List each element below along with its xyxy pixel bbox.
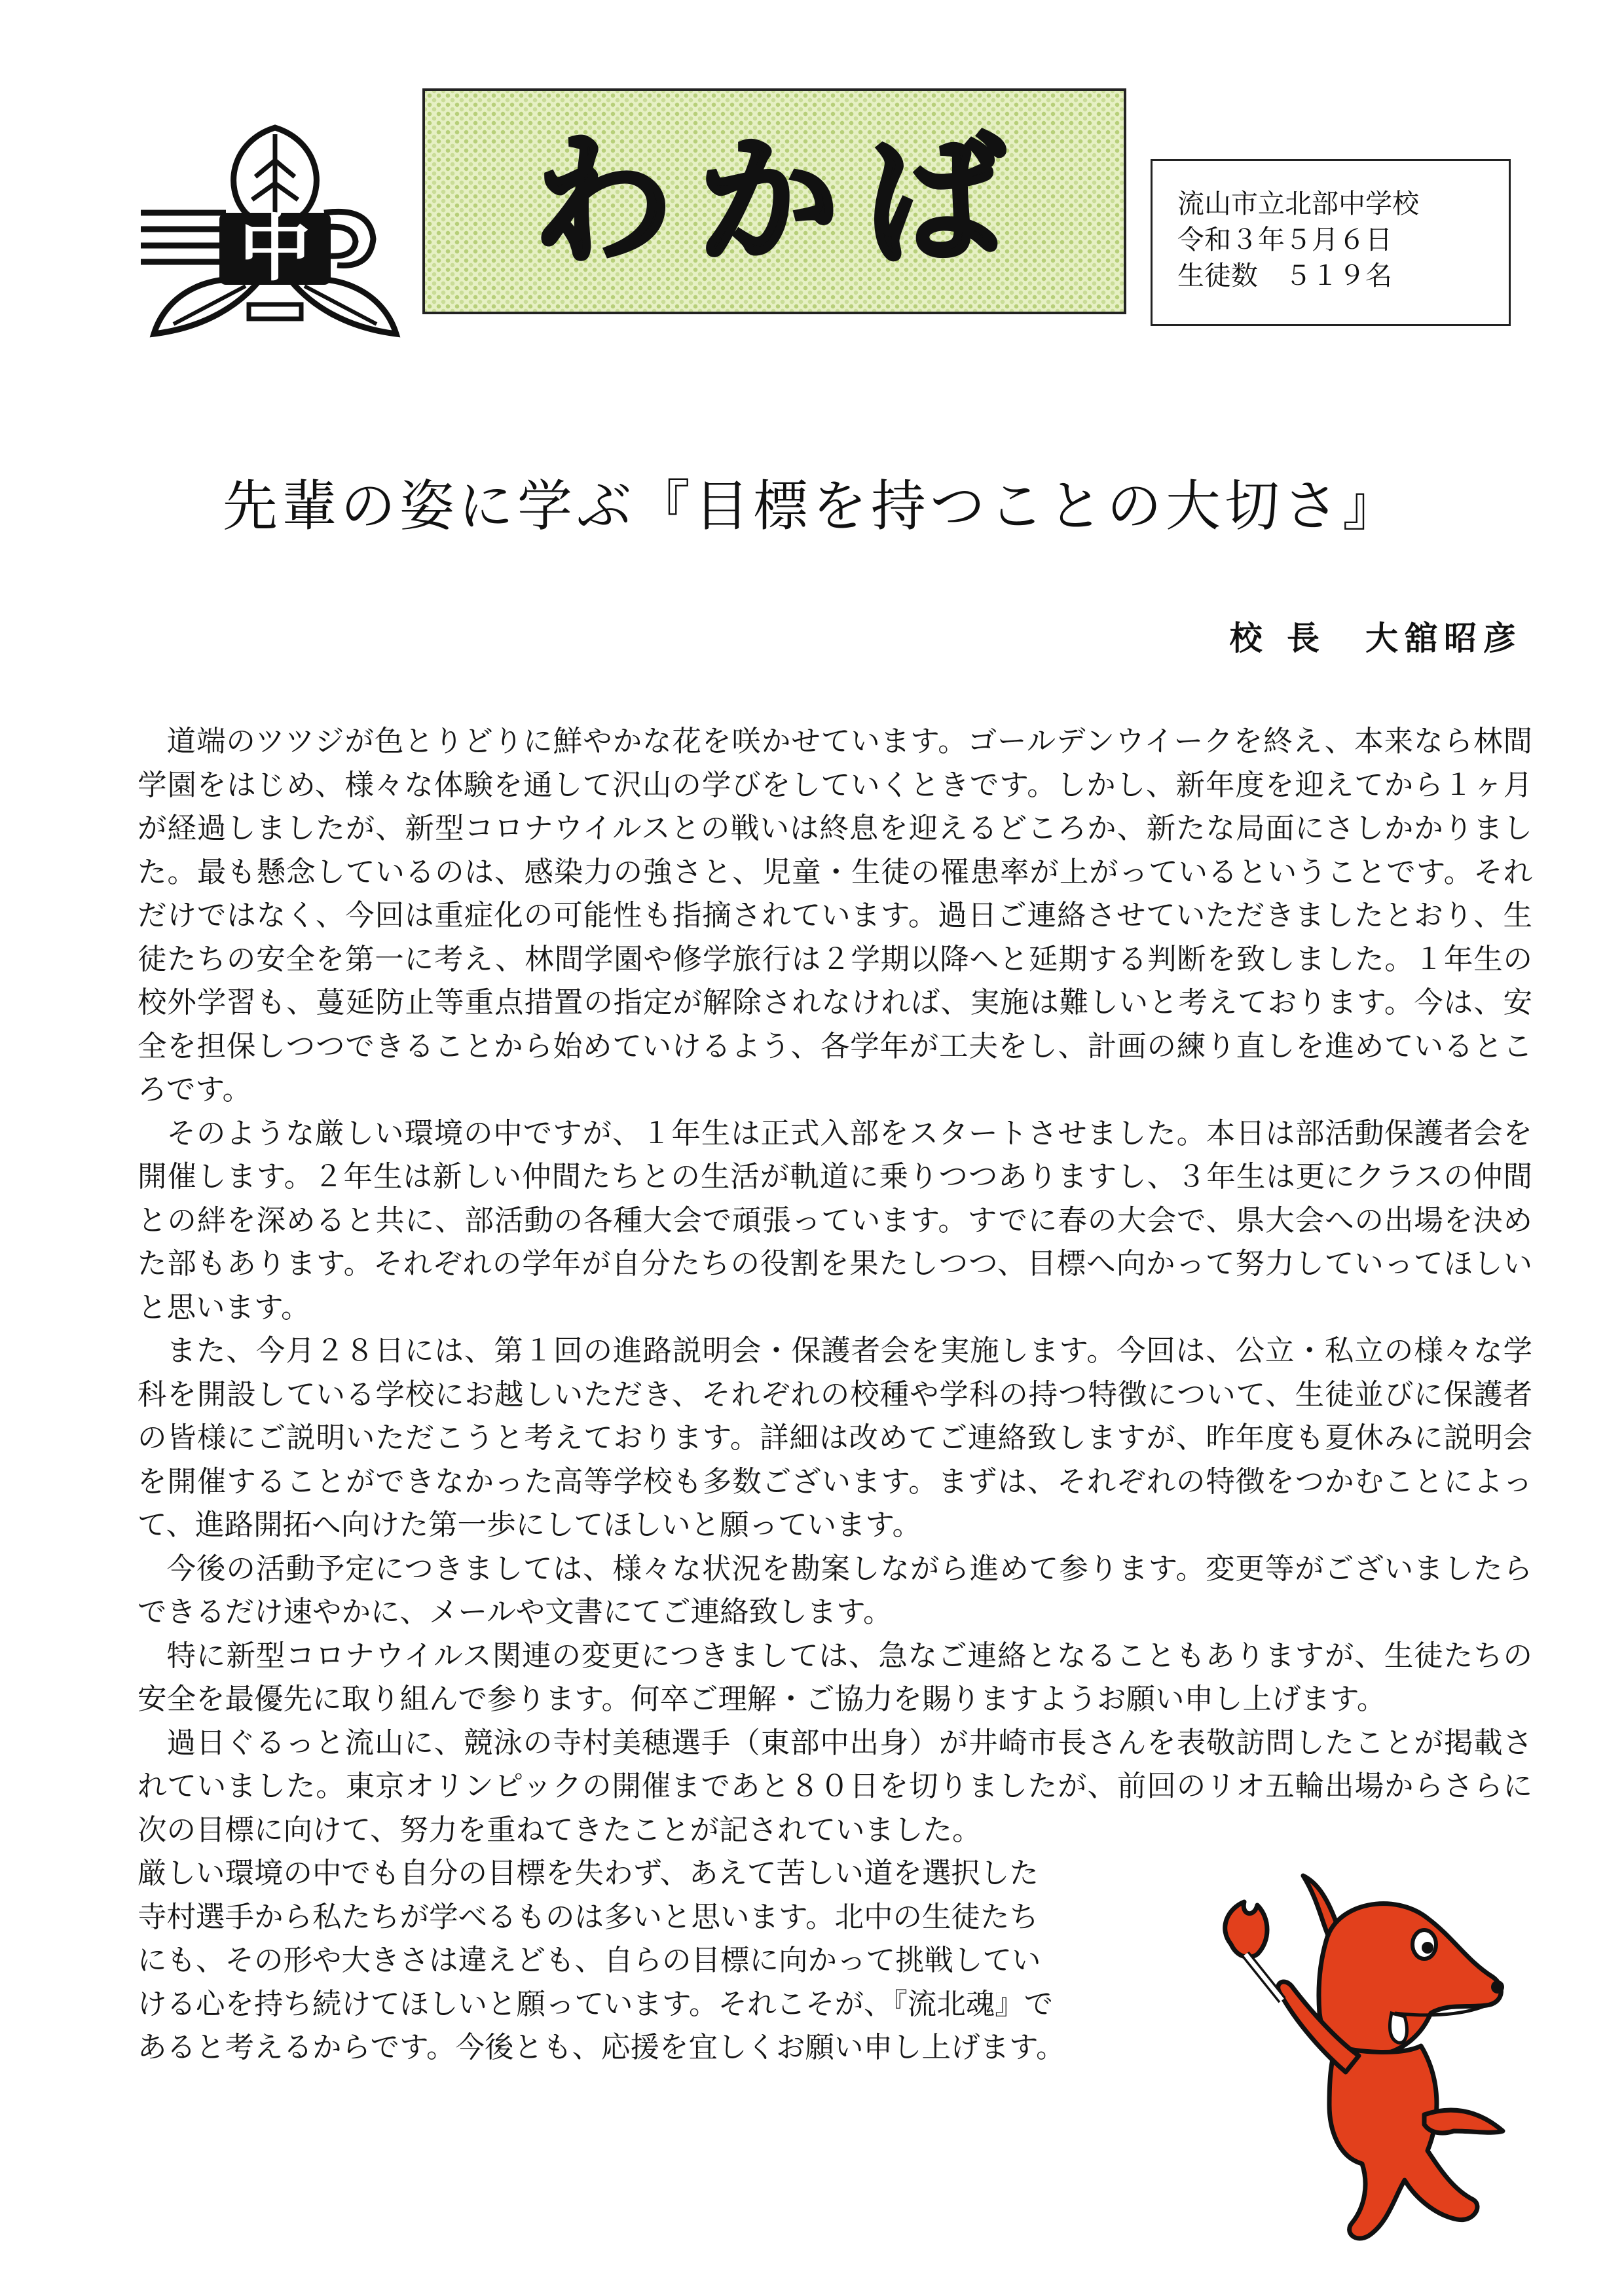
closing-line: 厳しい環境の中でも自分の目標を失わず、あえて苦しい道を選択した bbox=[138, 1857, 1039, 1890]
closing-line: あると考えるからです。今後とも、応援を宜しくお願い申し上げます。 bbox=[138, 2031, 1065, 2064]
article-headline: 先輩の姿に学ぶ『目標を持つことの大切さ』 bbox=[222, 474, 1401, 538]
closing-line: ける心を持ち続けてほしいと願っています。それこそが、『流北魂』で bbox=[138, 1987, 1054, 2021]
school-info-box bbox=[1151, 159, 1511, 326]
article-author bbox=[1230, 612, 1522, 659]
emblem-character: 中 bbox=[239, 207, 311, 291]
newsletter-title: わかば bbox=[532, 119, 1029, 283]
article-paragraph: 道端のツツジが色とりどりに鮮やかな花を咲かせています。ゴールデンウイークを終え、本来なら林間学園をはじめ、様々な体験を通して沢山の学びをしていくときです。しかし、新年度を迎えてから１ヶ月が経過しましたが、新型コロナウイルスとの戦いは終息を迎えるどころか、新たな局面にさしかかりました。最も懸念しているのは、感染力の強さと、児童・生徒の罹患率が上がっているということです。それだけではなく、今回は重症化の可能性も指摘されています。過日ご連絡させていただきましたとおり、生徒たちの安全を第一に考え、林間学園や修学旅行は２学期以降へと延期する判断を致しました。１年生の校外学習も、蔓延防止等重点措置の指定が解除されなければ、実施は難しいと考えております。今は、安全を担保しつつできることから始めていけるよう、各学年が工夫をし、計画の練り直しを進めているところです。 bbox=[138, 725, 1532, 1106]
article-paragraph: そのような厳しい環境の中ですが、１年生は正式入部をスタートさせました。本日は部活動保護者会を開催します。２年生は新しい仲間たちとの生活が軌道に乗りつつありますし、３年生は更にクラスの仲間との絆を深めると共に、部活動の各種大会で頑張っています。すでに春の大会で、県大会への出場を決めた部もあります。それぞれの学年が自分たちの役割を果たしつつ、目標へ向かって努力していってほしいと思います。 bbox=[138, 1116, 1532, 1324]
closing-line: 寺村選手から私たちが学べるものは多いと思います。北中の生徒たち bbox=[138, 1900, 1039, 1934]
mascot-illustration bbox=[1205, 1856, 1545, 2259]
closing-lines bbox=[138, 1852, 1133, 2070]
author-name: 大舘昭彦 bbox=[1365, 619, 1522, 657]
article-paragraph: 過日ぐるっと流山に、競泳の寺村美穂選手（東部中出身）が井崎市長さんを表敬訪問したことが掲載されていました。東京オリンピックの開催まであと８０日を切りましたが、前回のリオ五輪出場からさらに次の目標に向けて、努力を重ねてきたことが記されていました。 bbox=[138, 1726, 1532, 1847]
closing-line: にも、その形や大きさは違えども、自らの目標に向かって挑戦してい bbox=[138, 1944, 1041, 1977]
author-role: 校 長 bbox=[1229, 619, 1326, 657]
article-paragraph: 今後の活動予定につきましては、様々な状況を勘案しながら進めて参ります。変更等がございましたらできるだけ速やかに、メールや文書にてご連絡致します。 bbox=[138, 1552, 1532, 1629]
article-paragraph: また、今月２８日には、第１回の進路説明会・保護者会を実施します。今回は、公立・私立の様々な学科を開設している学校にお越しいただき、それぞれの校種や学科の持つ特徴について、生徒並びに保護者の皆様にご説明いただこうと考えております。詳細は改めてご連絡致しますが、昨年度も夏休みに説明会を開催することができなかった高等学校も多数ございます。まずは、それぞれの特徴をつかむことによって、進路開拓へ向けた第一歩にしてほしいと願っています。 bbox=[138, 1334, 1532, 1542]
student-count: 生徒数 ５１９名 bbox=[1177, 260, 1392, 291]
school-emblem-logo bbox=[128, 115, 422, 350]
issue-date: 令和３年５月６日 bbox=[1177, 224, 1392, 255]
school-name: 流山市立北部中学校 bbox=[1177, 188, 1419, 219]
article-paragraph: 特に新型コロナウイルス関連の変更につきましては、急なご連絡となることもありますが、生徒たちの安全を最優先に取り組んで参ります。何卒ご理解・ご協力を賜りますようお願い申し上げます。 bbox=[138, 1639, 1532, 1716]
newsletter-title-box bbox=[422, 88, 1126, 314]
